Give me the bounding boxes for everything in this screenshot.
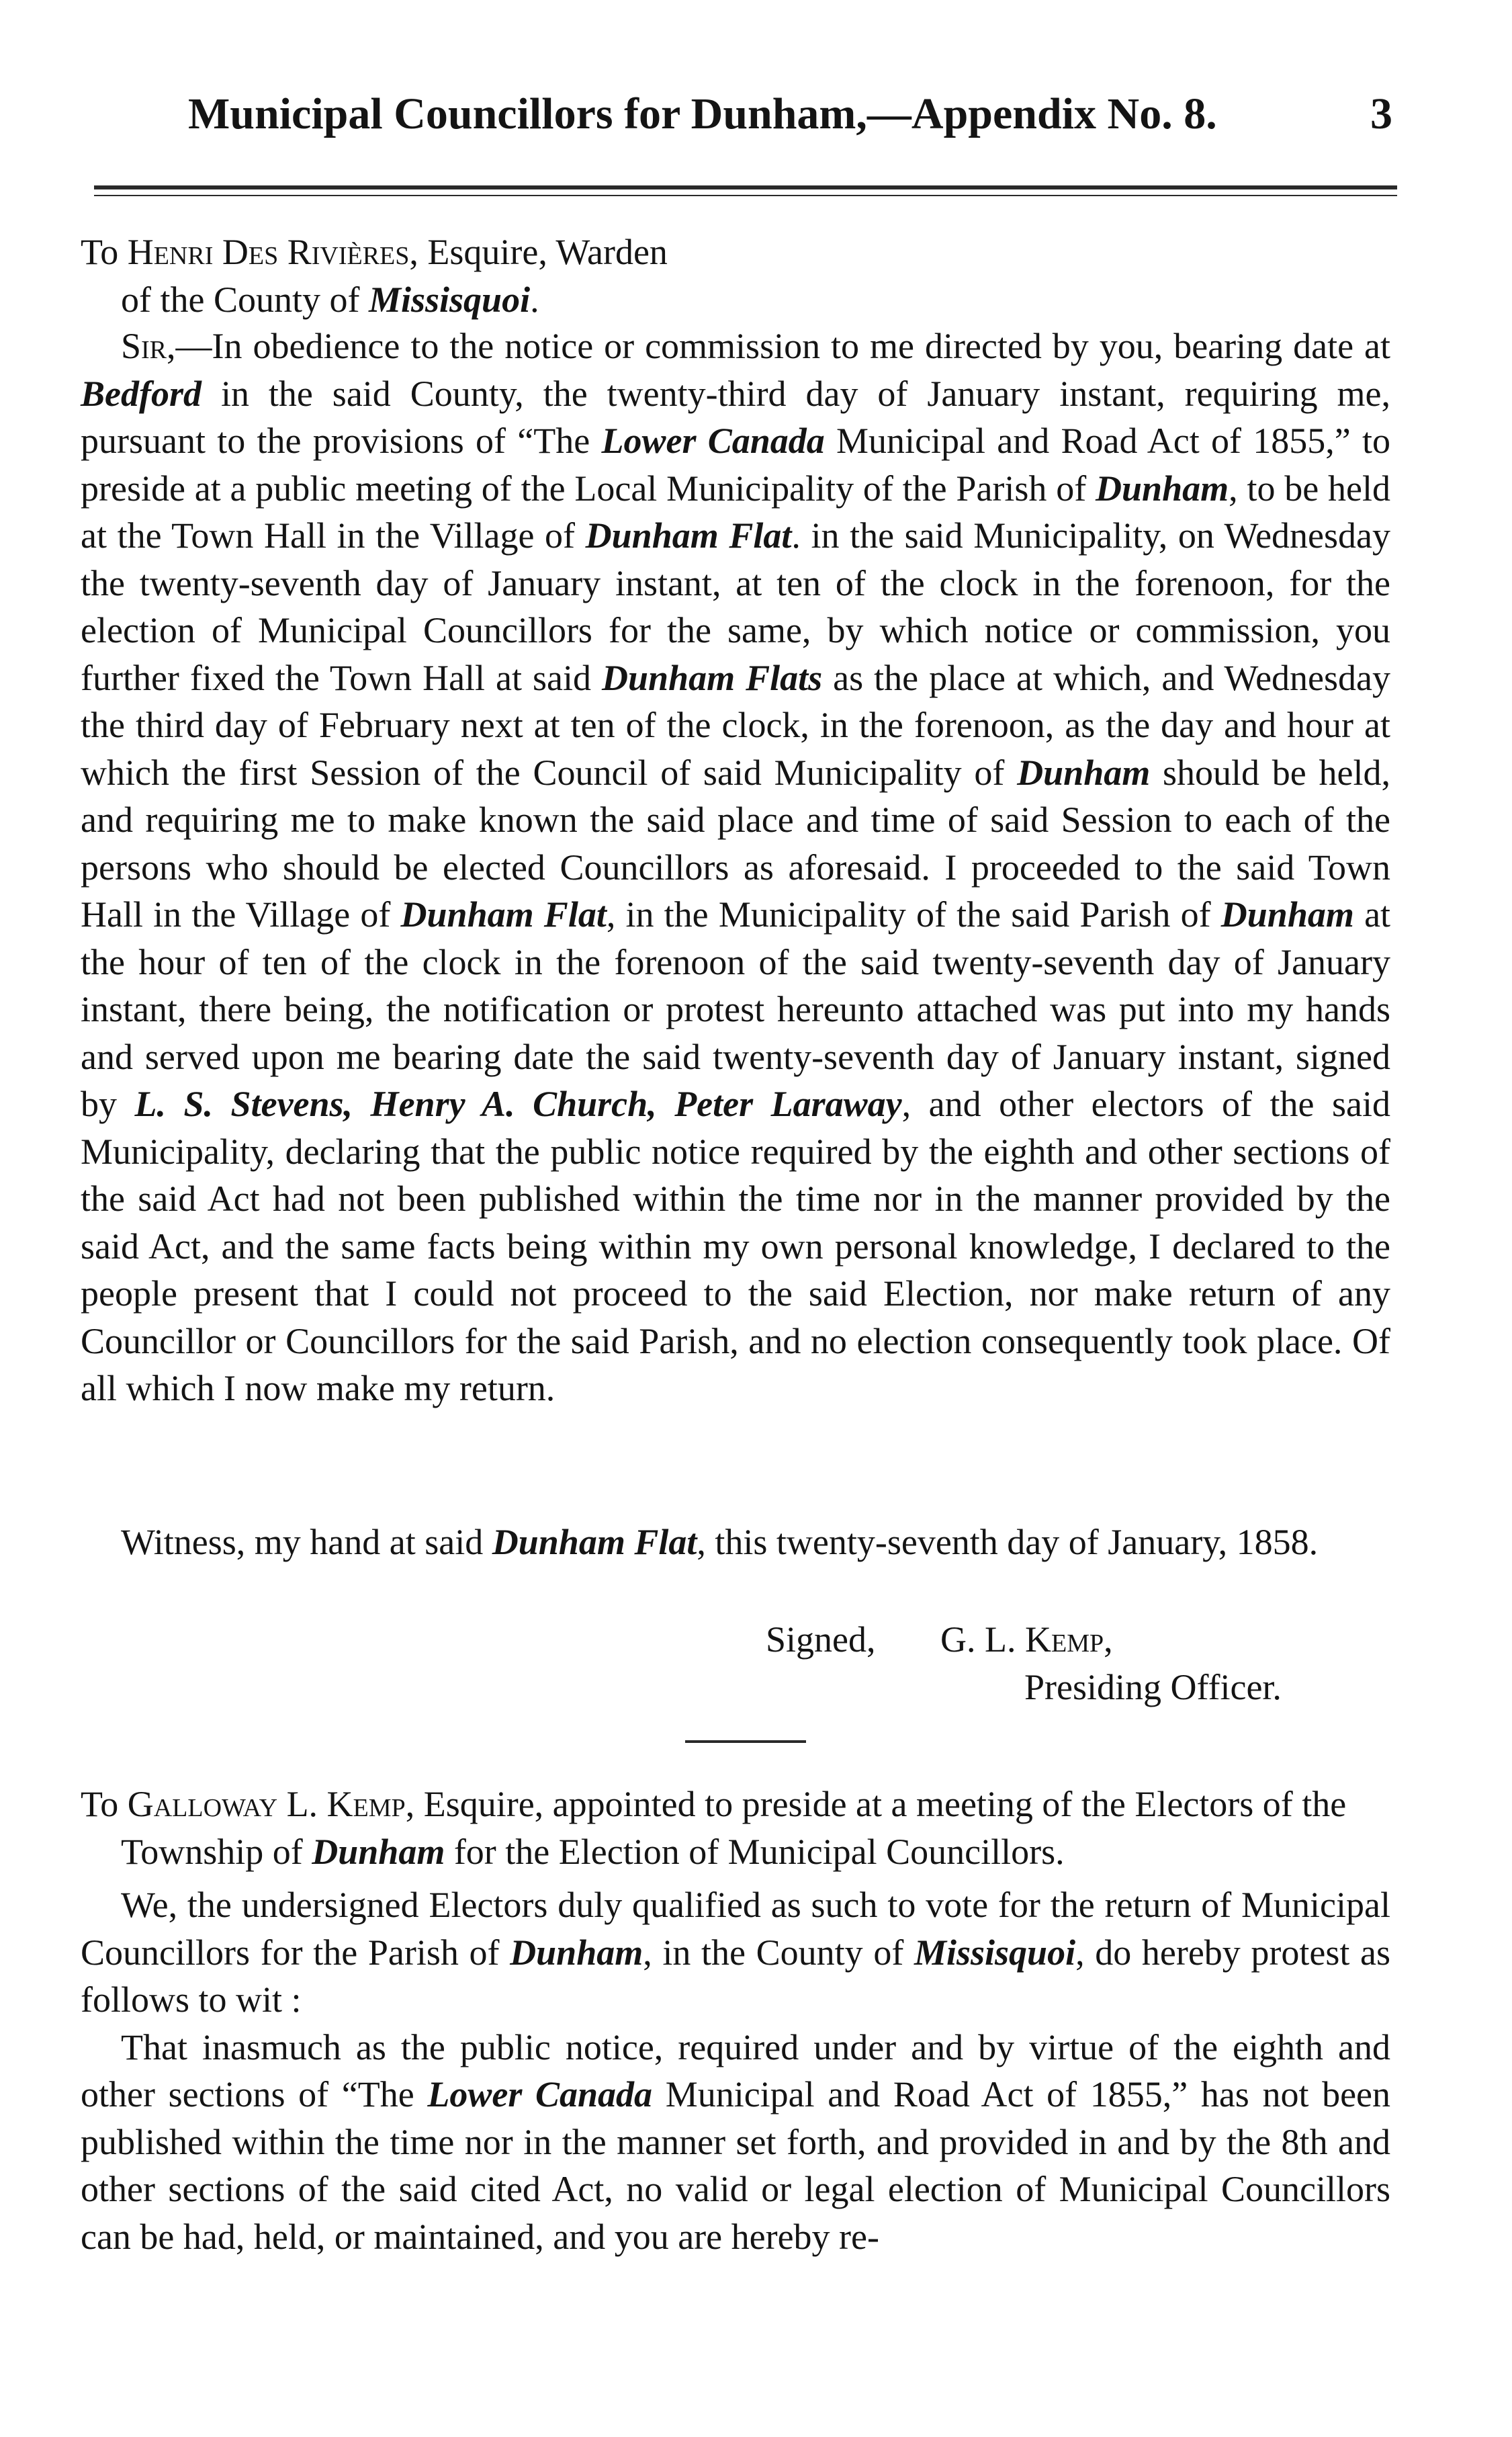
header-rule-thin bbox=[94, 195, 1397, 196]
witness-text: Witness, my hand at said bbox=[121, 1522, 484, 1562]
addressee-name: Henri Des Rivières bbox=[127, 232, 410, 272]
address-text: , Esquire, appointed to preside at a meeting of the Electors of the Township of bbox=[121, 1784, 1347, 1872]
signatory-role: Presiding Officer. bbox=[1024, 1667, 1282, 1707]
place-name: Dunham Flat bbox=[585, 515, 792, 556]
place-name: Dunham Flat bbox=[400, 894, 607, 935]
address-paragraph bbox=[81, 1781, 1390, 1875]
letter-text: Municipal and Road Act of 1855,” to preside at a public meeting of the Local Municipality of the Parish of bbox=[81, 421, 1390, 509]
county-name: Missisquoi bbox=[914, 1932, 1076, 1973]
act-name: Lower Canada bbox=[601, 421, 825, 461]
letter-text: as the place at which, and Wednesday the third day of February next at ten of the clock, in the forenoon, as the day and hour at which the first Session of the Council of said Municipality of bbox=[81, 657, 1390, 793]
place-name: Dunham Flat bbox=[492, 1522, 697, 1562]
address-paragraph bbox=[81, 228, 1390, 323]
place-name: Bedford bbox=[81, 373, 202, 414]
protest-text: We, the undersigned Electors duly qualified as such to vote for the return of Municipal Councillors for the Parish of bbox=[81, 1885, 1390, 1973]
place-name: Dunham bbox=[312, 1831, 445, 1872]
letter-text: . in the said Municipality, on Wednesday the twenty-seventh day of January instant, at ten of the clock in the forenoon, for the election of Municipal Councillors for the same, by which notice or commission, you further fixed the Town Hall at said bbox=[81, 515, 1391, 698]
section-divider bbox=[685, 1740, 806, 1743]
signature-line bbox=[766, 1616, 1113, 1663]
letter-text: In obedience to the notice or commission to me directed by you, bearing date at bbox=[212, 326, 1390, 366]
header-rule-thick bbox=[94, 185, 1397, 189]
letter-body bbox=[81, 323, 1390, 1412]
act-name: Lower Canada bbox=[427, 2074, 653, 2114]
protest-paragraph bbox=[81, 1881, 1390, 2024]
letter-text: , in the Municipality of the said Parish of bbox=[606, 894, 1211, 935]
letter-text: , to be held at the Town Hall in the Village of bbox=[81, 468, 1390, 556]
witness-paragraph bbox=[81, 1519, 1390, 1566]
place-name: Dunham bbox=[1017, 752, 1151, 793]
address-block-presiding-officer bbox=[81, 1781, 1390, 1875]
addressee-name: Galloway L. Kemp bbox=[127, 1784, 406, 1824]
address-text: . bbox=[530, 279, 539, 320]
place-name: Dunham Flats bbox=[602, 657, 823, 698]
letter-text: should be held, and requiring me to make known the said place and time of said Session to each of the persons who should be elected Councillors as aforesaid. I proceeded to the said Town Hall in the Village of bbox=[81, 752, 1391, 935]
signer-names: L. S. Stevens, Henry A. Church, Peter Laraway bbox=[134, 1084, 902, 1124]
address-text: , Esquire, Warden bbox=[409, 232, 668, 272]
witness-text: , this twenty-seventh day of January, 1858. bbox=[697, 1522, 1319, 1562]
protest-text: , in the County of bbox=[643, 1932, 904, 1973]
protest-text: Municipal and Road Act of 1855,” has not been published within the time nor in the manner set forth, and provided in and by the 8th and other sections of the said cited Act, no valid or legal election of Municipal Councillors can be had, held, or maintained, and you are hereby re- bbox=[81, 2074, 1391, 2257]
address-text: of the County of bbox=[121, 279, 360, 320]
protest-text: That inasmuch as the public notice, required under and by virtue of the eighth and other sections of “The bbox=[81, 2026, 1390, 2114]
place-name: Dunham bbox=[1220, 894, 1354, 935]
signatory-name: G. L. Kemp, bbox=[940, 1619, 1113, 1660]
running-header bbox=[188, 87, 1392, 141]
county-name: Missisquoi bbox=[368, 279, 531, 320]
letter-paragraph: Sir,—In obedience to the notice or commission to me directed by you, bearing date at Bedford in the said County, the twenty-third day of January instant, requiring me, pursuant to the provisions of “The Lower Canada Municipal and Road Act of 1855,” to preside at a public meeting of the Local Municipality of the Parish of Dunham, to be held at the Town Hall in the Village of Dunham Flat. in the said Municipality, on Wednesday the twenty-seventh day of January instant, at ten of the clock in the forenoon, for the election of Municipal Councillors for the same, by which notice or commission, you further fixed the Town Hall at said Dunham Flats as the place at which, and Wednesday the third day of February next at ten of the clock, in the forenoon, as the day and hour at which the first Session of the Council of said Municipality of Dunham should be held, and requiring me to make known the said place and time of said Session to each of the persons who should be elected Councillors as aforesaid. I proceeded to the said Town Hall in the Village of Dunham Flat, in the Municipality of the said Parish of Dunham at the hour of ten of the clock in the forenoon of the said twenty-seventh day of January instant, there being, the notification or protest hereunto attached was put into my hands and served upon me bearing date the said twenty-seventh day of January instant, signed by L. S. Stevens, Henry A. Church, Peter Laraway, and other electors of the said Municipality, declaring that the public notice required by the eighth and other sections of the said Act had not been published within the time nor in the manner provided by the said Act, and the same facts being within my own personal knowledge, I declared to the people present that I could not proceed to the said Election, nor make return of any Councillor or Councillors for the said Parish, and no election consequently took place. Of all which I now make my return. bbox=[81, 326, 1391, 1408]
address-text: for the Election of Municipal Councillors. bbox=[453, 1831, 1065, 1872]
letter-text: at the hour of ten of the clock in the forenoon of the said twenty-seventh day of January instant, there being, the notification or protest hereunto attached was put into my hands and served upon me bearing date the said twenty-seventh day of January instant, signed by bbox=[81, 894, 1391, 1124]
place-name: Dunham bbox=[1096, 468, 1229, 509]
page-number: 3 bbox=[1370, 89, 1392, 138]
address-to: To bbox=[81, 232, 119, 272]
letter-text: , and other electors of the said Municipality, declaring that the public notice required by the eighth and other sections of the said Act had not been published within the time nor in the manner provided by the said Act, and the same facts being within my own personal knowledge, I declared to the people present that I could not proceed to the said Election, nor make return of any Councillor or Councillors for the said Parish, and no election consequently took place. Of all which I now make my return. bbox=[81, 1084, 1390, 1408]
witness-block bbox=[81, 1519, 1390, 1566]
protest-paragraph bbox=[81, 2024, 1390, 2261]
page-title: Municipal Councillors for Dunham,—Appendix No. 8. bbox=[188, 89, 1217, 138]
protest-body bbox=[81, 1881, 1390, 2260]
letter-text: in the said County, the twenty-third day of January instant, requiring me, pursuant to the provisions of “The bbox=[81, 373, 1391, 461]
signed-label: Signed, bbox=[766, 1619, 876, 1660]
place-name: Dunham bbox=[510, 1932, 643, 1973]
address-to: To bbox=[81, 1784, 119, 1824]
salutation: Sir, bbox=[121, 326, 176, 366]
protest-text: , do hereby protest as follows to wit : bbox=[81, 1932, 1391, 2020]
address-block-warden bbox=[81, 228, 1390, 323]
